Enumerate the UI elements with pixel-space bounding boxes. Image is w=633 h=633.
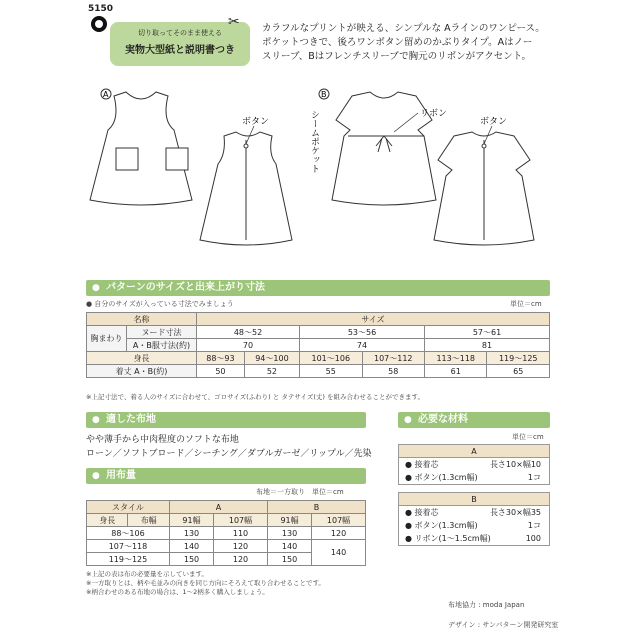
credit-fabric: 布地協力 : moda Japan	[448, 601, 525, 609]
garment-illustration	[86, 80, 556, 270]
size-table: 名称 サイズ 胸まわり ヌード寸法 48〜52 53〜56 57〜61 A・B服寸法(約) 70 74 81 身長 88〜93 94〜100 101〜106 107〜112 113〜118 119〜125 着丈 A・B(約) 50 52 55 58 61 65	[86, 312, 550, 378]
badge-line1: 切り取ってそのまま使える	[138, 29, 222, 37]
label-a: A	[103, 90, 109, 99]
scissors-icon: ✂	[228, 14, 240, 30]
size-note: ● 自分のサイズが入っている寸法でみましょう	[86, 300, 234, 308]
finished-label: A・B服寸法(約)	[127, 339, 197, 352]
fabric-section-title: ● 適した布地	[86, 412, 366, 428]
header-name: 名称	[87, 313, 197, 326]
list-item: ● リボン(1〜1.5cm幅) 100	[405, 534, 541, 543]
back-button-a	[244, 144, 248, 148]
materials-a: A ● 接着芯 長さ10×幅10 ● ボタン(1.3cm幅) 1コ	[398, 444, 550, 485]
header-size: サイズ	[197, 313, 550, 326]
button-label-a: ボタン	[242, 117, 270, 127]
badge-line2: 実物大型紙と説明書つき	[125, 45, 235, 56]
amount-table: スタイル A B 身長 布幅 91幅 107幅 91幅 107幅 88〜106 130 110 130 120 107〜118 140 120 140 140 119〜125 150 120 150	[86, 500, 366, 566]
height-label: 身長	[87, 352, 197, 365]
list-item: ● 接着芯 長さ10×幅10	[405, 460, 541, 469]
amount-notes: ※上記の表は布の必要量を示しています。 ※一方取りとは、柄や毛並みの向きを同じ方向にそろえて取り合わせることです。 ※柄合わせのある布地の場合は、1〜2柄多く購入しましょう。	[86, 570, 325, 596]
table-row: 107〜118	[87, 540, 170, 553]
brand-logo	[91, 16, 107, 32]
table-row: 88〜106	[87, 527, 170, 540]
table-row: 119〜125	[87, 553, 170, 566]
amount-section-title: ● 用布量	[86, 468, 366, 484]
materials-b: B ● 接着芯 長さ30×幅35 ● ボタン(1.3cm幅) 1コ ● リボン(1〜1.5cm幅) 100	[398, 492, 550, 546]
list-item: ● ボタン(1.3cm幅) 1コ	[405, 473, 541, 482]
list-item: ● 接着芯 長さ30×幅35	[405, 508, 541, 517]
size-footnote: ※上記寸法で、着る人のサイズに合わせて、ゴロサイズ(ふわり) と タテサイズ(丈) を組み合わせることができます。	[86, 393, 424, 401]
ribbon-label: リボン	[420, 109, 448, 119]
size-section-title: ● パターンのサイズと出来上がり寸法	[86, 280, 550, 296]
intro-text: カラフルなプリントが映える、シンプルな Aラインのワンピース。 ポケットつきで、後ろワンボタン留めのかぶりタイプ。Aはノー スリーブ、Bはフレンチスリーブで胸元のリボンがアクセント。	[262, 23, 545, 62]
pattern-code: 5150	[88, 4, 114, 14]
amount-unit: 布地＝一方取り 単位＝cm	[256, 488, 344, 496]
credit-design: デザイン : サンパターン開発研究室	[448, 621, 559, 629]
label-b: B	[321, 90, 327, 99]
fabric-line1: やや薄手から中肉程度のソフトな布地	[86, 435, 239, 445]
chest-label: 胸まわり	[87, 326, 127, 352]
button-label-b: ボタン	[480, 117, 508, 127]
materials-section-title: ● 必要な材料	[398, 412, 550, 428]
length-label: 着丈 A・B(約)	[87, 365, 197, 378]
size-unit: 単位＝cm	[510, 300, 542, 308]
back-button-b	[482, 144, 486, 148]
pocket-left	[116, 148, 138, 170]
pocket-right	[166, 148, 188, 170]
style-header: スタイル	[87, 501, 170, 514]
seam-pocket-label: シームポケット	[309, 110, 319, 173]
materials-unit: 単位＝cm	[512, 433, 544, 441]
fabric-line2: ローン／ソフトブロード／シーチング／ダブルガーゼ／リップル／先染	[86, 449, 372, 459]
list-item: ● ボタン(1.3cm幅) 1コ	[405, 521, 541, 530]
nude-label: ヌード寸法	[127, 326, 197, 339]
